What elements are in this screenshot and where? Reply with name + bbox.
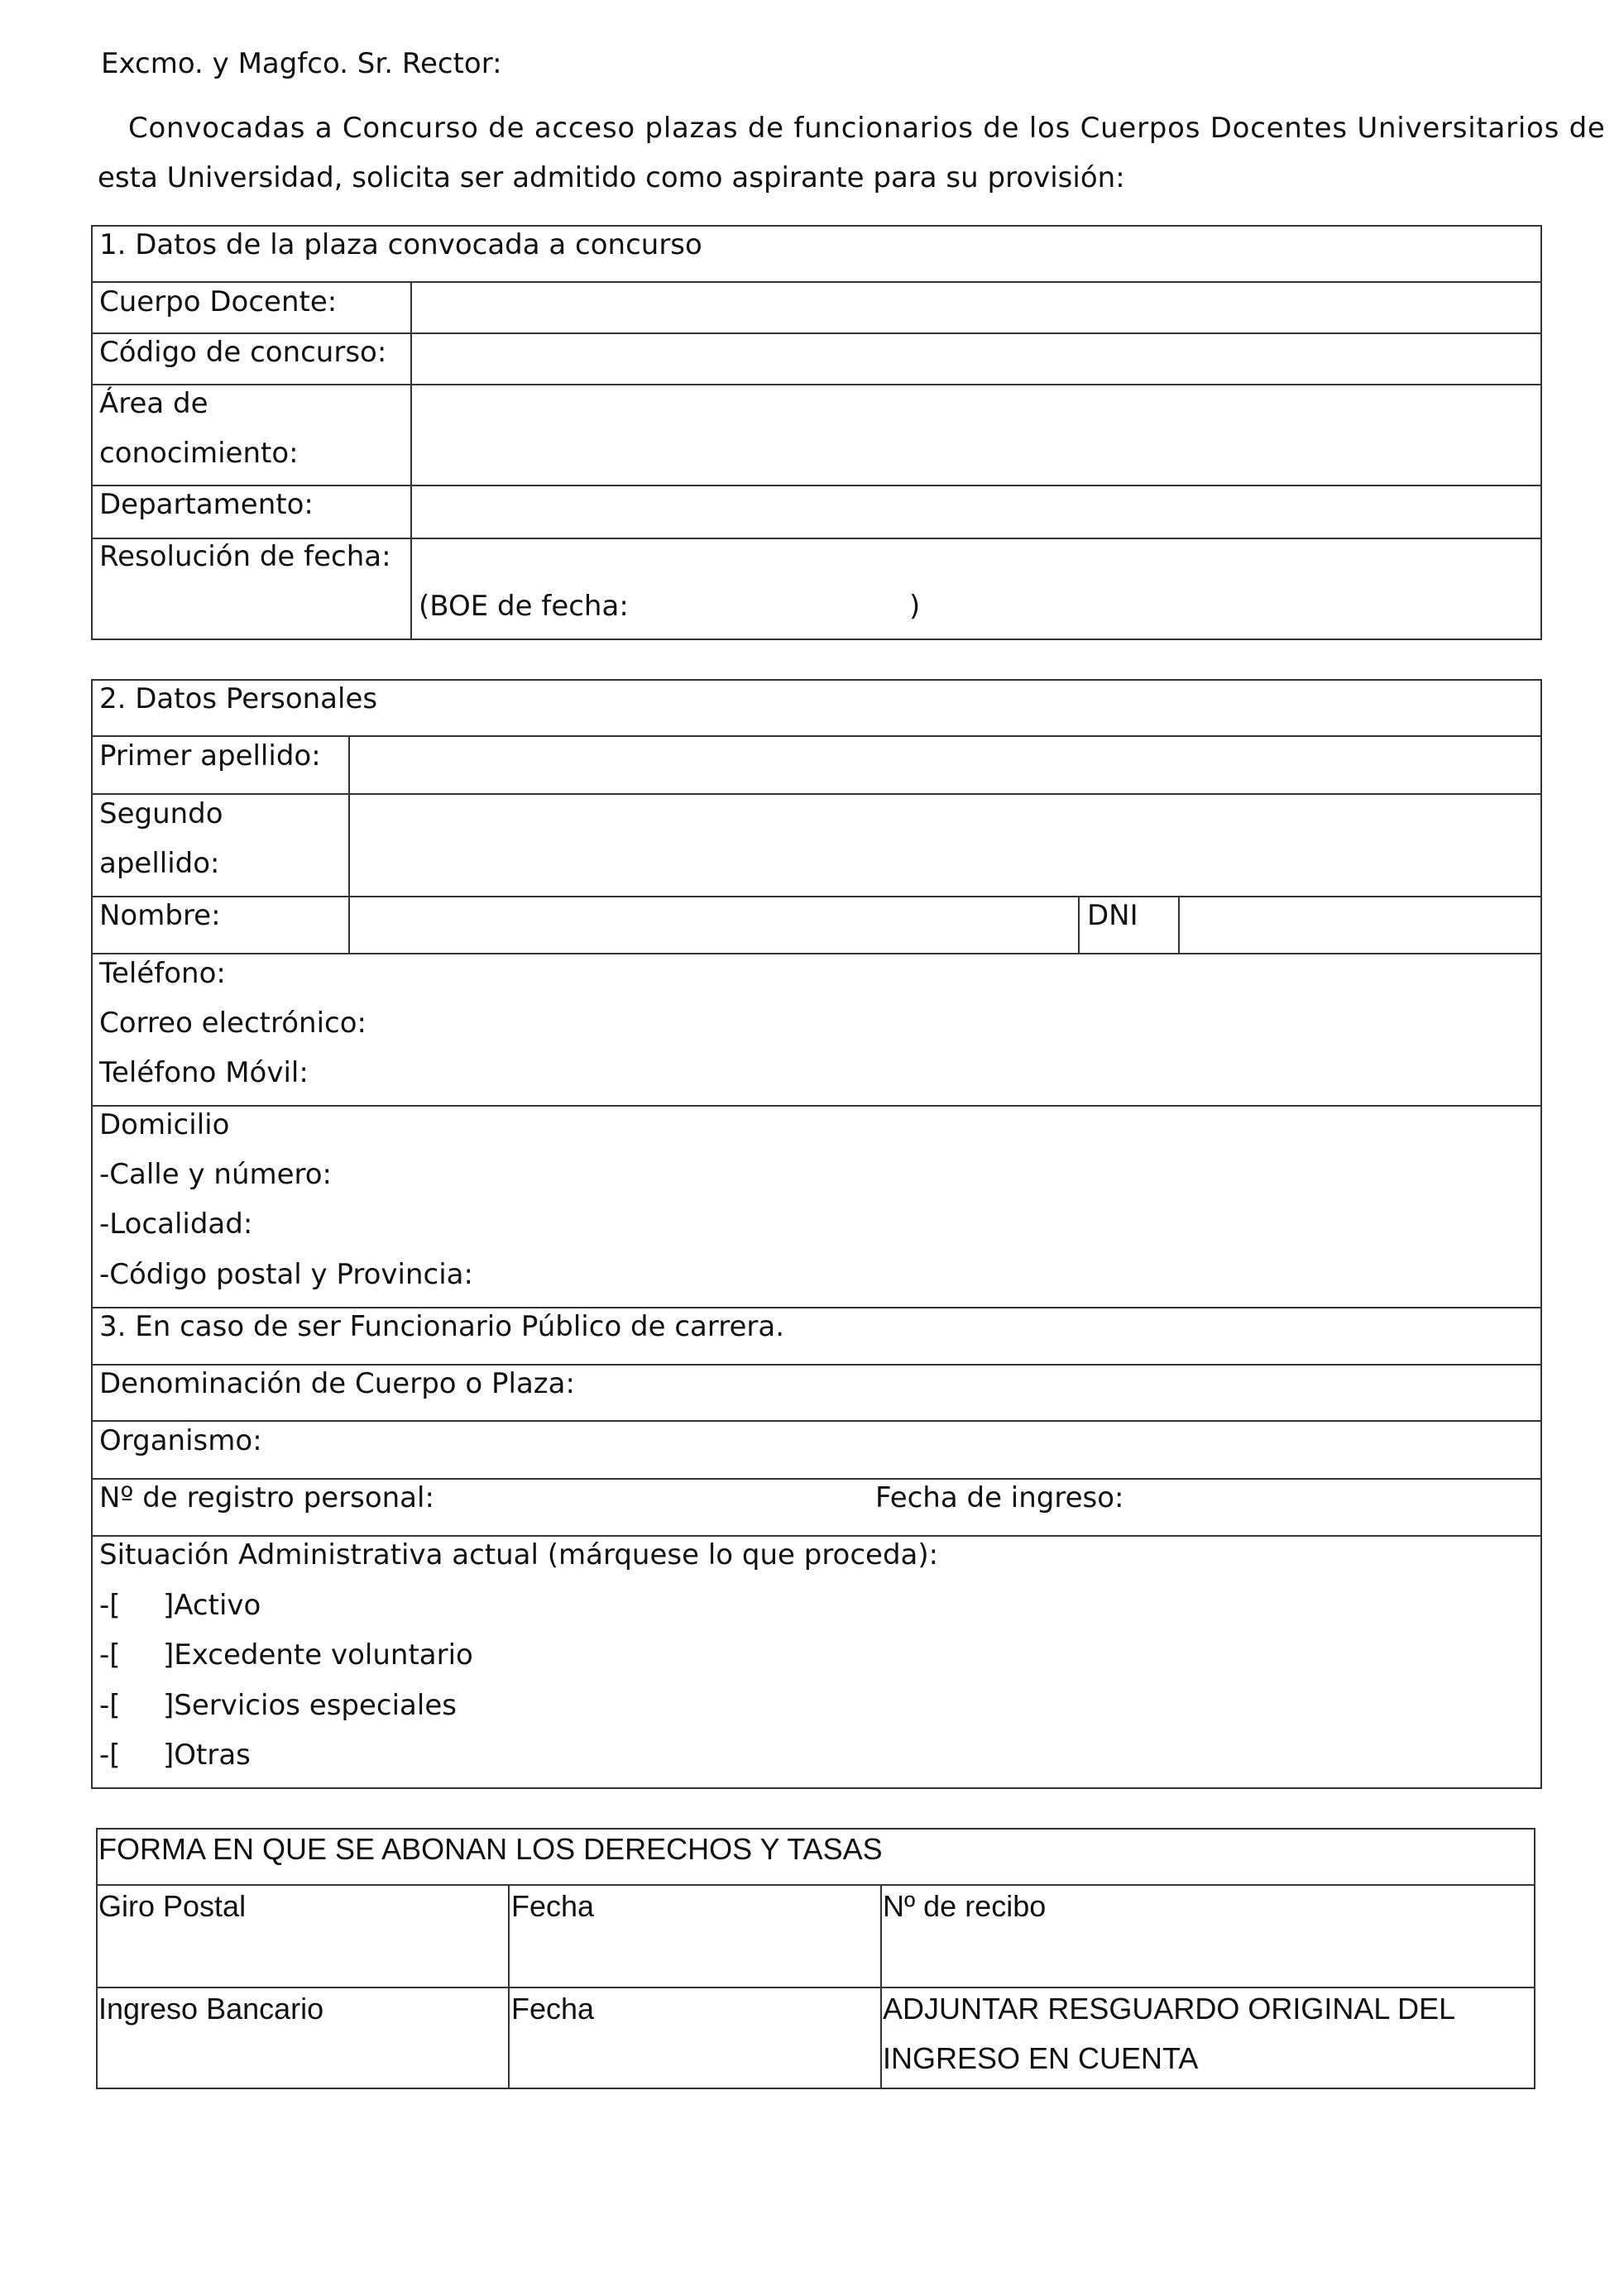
codigo-postal-field[interactable] — [496, 1256, 1539, 1305]
primer-apellido-label: Primer apellido: — [99, 739, 321, 773]
section-2-title: 2. Datos Personales — [99, 682, 378, 715]
localidad-field[interactable] — [381, 1206, 1539, 1254]
salutation: Excmo. y Magfco. Sr. Rector: — [101, 47, 502, 80]
boe-fecha-field[interactable] — [629, 586, 902, 637]
fecha-ingreso-field[interactable] — [1129, 1480, 1539, 1533]
telefono-movil-label: Teléfono Móvil: — [99, 1056, 309, 1089]
telefono-movil-field[interactable] — [381, 1054, 1539, 1103]
option-servicios-label: ]Servicios especiales — [163, 1689, 457, 1722]
option-excedente-bracket[interactable]: -[ — [99, 1638, 121, 1672]
numero-recibo-field[interactable] — [882, 1927, 1534, 1985]
resolucion-fecha-field[interactable] — [412, 539, 1540, 586]
domicilio-label: Domicilio — [99, 1108, 230, 1141]
registro-personal-field[interactable] — [438, 1480, 860, 1533]
calle-label: -Calle y número: — [99, 1158, 333, 1191]
cuerpo-docente-label: Cuerpo Docente: — [99, 285, 338, 318]
adjuntar-resguardo-line-2: INGRESO EN CUENTA — [883, 2041, 1199, 2075]
option-otras-label: ]Otras — [163, 1739, 251, 1772]
dni-label: DNI — [1087, 899, 1138, 932]
dni-field[interactable] — [1180, 897, 1540, 951]
telefono-label: Teléfono: — [99, 957, 226, 990]
fecha-ingreso-bancario-label: Fecha — [511, 1992, 595, 2026]
intro-line-1: Convocadas a Concurso de acceso plazas de funcionarios de los Cuerpos Docentes Universitarios de — [128, 112, 1606, 145]
denominacion-label: Denominación de Cuerpo o Plaza: — [99, 1367, 575, 1400]
adjuntar-resguardo-line-1: ADJUNTAR RESGUARDO ORIGINAL DEL — [883, 1992, 1456, 2026]
localidad-label: -Localidad: — [99, 1208, 253, 1241]
section-3-title: 3. En caso de ser Funcionario Público de carrera. — [99, 1310, 785, 1343]
option-otras-bracket[interactable]: -[ — [99, 1739, 121, 1772]
fecha-giro-field[interactable] — [510, 1927, 879, 1985]
registro-personal-label: Nº de registro personal: — [99, 1481, 434, 1514]
fecha-ingreso-label: Fecha de ingreso: — [875, 1481, 1124, 1514]
boe-fecha-label: (BOE de fecha: — [419, 590, 629, 623]
section-1-title: 1. Datos de la plaza convocada a concurso — [99, 228, 702, 261]
organismo-label: Organismo: — [99, 1424, 262, 1457]
nombre-label: Nombre: — [99, 899, 221, 932]
codigo-concurso-label: Código de concurso: — [99, 336, 387, 369]
ingreso-bancario-label: Ingreso Bancario — [98, 1992, 324, 2026]
option-excedente-label: ]Excedente voluntario — [163, 1638, 473, 1672]
ingreso-bancario-field[interactable] — [98, 2030, 506, 2088]
nombre-field[interactable] — [350, 897, 1076, 951]
fecha-ingreso-bancario-field[interactable] — [510, 2030, 879, 2088]
denominacion-field[interactable] — [571, 1366, 1539, 1418]
segundo-apellido-label-2: apellido: — [99, 847, 220, 880]
cuerpo-docente-field[interactable] — [412, 283, 1540, 331]
area-conocimiento-label-2: conocimiento: — [99, 437, 299, 470]
organismo-field[interactable] — [265, 1422, 1539, 1476]
fecha-giro-label: Fecha — [511, 1889, 595, 1923]
segundo-apellido-label-1: Segundo — [99, 797, 223, 830]
giro-postal-label: Giro Postal — [98, 1889, 247, 1923]
correo-field[interactable] — [381, 1004, 1539, 1054]
numero-recibo-label: Nº de recibo — [883, 1889, 1047, 1923]
situacion-label: Situación Administrativa actual (márquese lo que proceda): — [99, 1538, 939, 1571]
boe-close-paren: ) — [909, 590, 921, 623]
giro-postal-field[interactable] — [98, 1927, 506, 1985]
area-conocimiento-field[interactable] — [412, 385, 1540, 483]
correo-label: Correo electrónico: — [99, 1007, 366, 1040]
calle-field[interactable] — [381, 1156, 1539, 1204]
codigo-concurso-field[interactable] — [412, 334, 1540, 382]
option-activo-bracket[interactable]: -[ — [99, 1589, 121, 1622]
departamento-field[interactable] — [412, 486, 1540, 536]
primer-apellido-field[interactable] — [350, 737, 1540, 792]
resolucion-fecha-label: Resolución de fecha: — [99, 540, 391, 573]
option-activo-label: ]Activo — [163, 1589, 261, 1622]
telefono-field[interactable] — [381, 954, 1539, 1004]
segundo-apellido-field[interactable] — [350, 795, 1540, 894]
intro-line-2: esta Universidad, solicita ser admitido como aspirante para su provisión: — [98, 161, 1125, 194]
area-conocimiento-label-1: Área de — [99, 387, 208, 420]
codigo-postal-label: -Código postal y Provincia: — [99, 1258, 473, 1291]
departamento-label: Departamento: — [99, 488, 314, 521]
payment-title: FORMA EN QUE SE ABONAN LOS DERECHOS Y TASAS — [98, 1832, 883, 1866]
option-servicios-bracket[interactable]: -[ — [99, 1689, 121, 1722]
